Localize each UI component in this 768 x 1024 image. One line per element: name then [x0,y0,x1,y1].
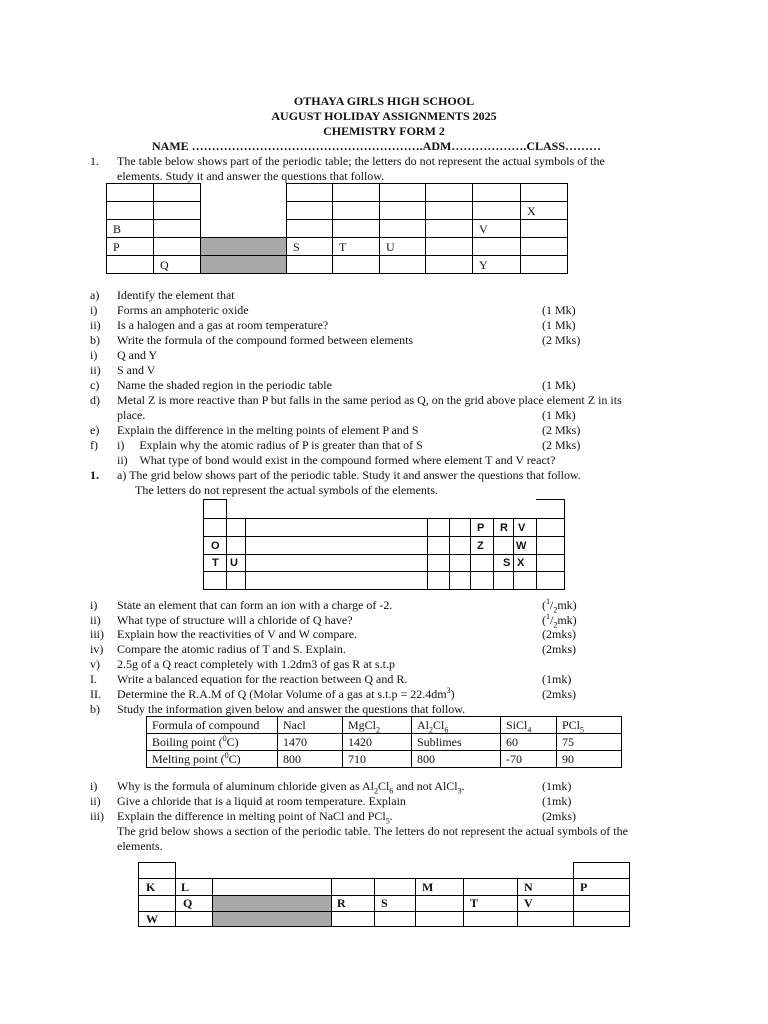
cell-s: S [381,896,388,910]
item-label: ii) [90,318,101,332]
table-cell: 60 [501,734,557,751]
item-text: Write the formula of the compound formed between elements [117,333,414,347]
item-label: ii) [90,794,101,808]
cell-x: X [517,557,525,569]
item-marks: (1mk) [542,779,572,793]
item-text: Why is the formula of aluminum chloride given as $Al_2Cl_6$ and not AlCl$_3$. [117,779,465,796]
cell-p: P [477,522,485,534]
cell-t: T [470,896,479,910]
item-label: i) [90,348,98,362]
item-label: d) [90,393,100,407]
item-text: Explain the difference in the melting points of element P and S [117,423,419,437]
item-text: Identify the element that [117,288,235,302]
item-label: I. [90,672,97,686]
item-text: Is a halogen and a gas at room temperature? [117,318,329,332]
item-text: Explain the difference in melting point of NaCl and PCl$_5$. [117,809,393,826]
cell-p: P [580,880,588,894]
table-cell: Melting point ($^0$C) [147,751,278,768]
cell-b: B [107,220,154,238]
q3-intro: The grid below shows a section of the periodic table. The letters do not represent the actual symbols of the [117,824,628,838]
table-cell: Boiling point ($^0$C) [147,734,278,751]
cell-m: M [422,880,434,894]
item-text: Write a balanced equation for the reaction between Q and R. [117,672,408,686]
item-label: i) [90,779,98,793]
cell-s: S [503,557,511,569]
item-text: Q and Y [117,348,158,362]
item-marks: $(^1/_2mk)$ [542,597,577,615]
q2-intro-cont: The letters do not represent the actual symbols of the elements. [135,483,438,497]
item-text: Explain how the reactivities of V and W compare. [117,627,358,641]
item-label: e) [90,423,100,437]
item-label: ii) [90,613,101,627]
item-marks: (1mk) [542,794,572,808]
item-label: i) [90,598,98,612]
cell-v: V [473,220,521,238]
cell-p: P [107,238,154,256]
item-text: Determine the R.A.M of Q (Molar Volume of a gas at $s.t.p = 22.4dm^3$) [117,686,455,701]
cell-u: U [380,238,426,256]
cell-y: Y [473,256,521,274]
item-marks: (1 Mk) [542,318,576,332]
item-label: II. [90,687,101,701]
table-cell: Nacl [278,717,343,734]
q2-intro: a) The grid below shows part of the periodic table. Study it and answer the questions that follow. [117,468,581,482]
q1-number: 1. [90,154,99,168]
item-label: i) [90,303,98,317]
item-text: Forms an amphoteric oxide [117,303,249,317]
table-cell: SiCl$_4$ [501,717,557,734]
item-marks: (2mks) [542,687,576,701]
cell-u: U [230,557,238,569]
item-marks: (1 Mk) [542,408,576,422]
cell-q: Q [154,256,201,274]
item-text: What type of structure will a chloride of Q have? [117,613,353,627]
table-cell: Formula of compound [147,717,278,734]
assignment-title: AUGUST HOLIDAY ASSIGNMENTS 2025 [271,109,497,123]
item-text: S and V [117,363,156,377]
q2-number: 1. [90,468,99,482]
table-cell: $Al_2Cl_6$ [412,717,501,734]
item-text: place. [117,408,146,422]
school-name: OTHAYA GIRLS HIGH SCHOOL [293,94,475,108]
table-cell: 800 [278,751,343,768]
cell-s: S [287,238,333,256]
item-text: Metal Z is more reactive than P but falls in the same period as Q, on the grid above place element Z in its [117,393,622,407]
item-marks: (2 Mks) [542,423,581,437]
item-marks: (1mk) [542,672,572,686]
item-label: v) [90,657,100,671]
item-label: b) [90,333,100,347]
item-label: f) [90,438,98,452]
item-text: Compare the atomic radius of T and S. Explain. [117,642,346,656]
cell-t: T [333,238,380,256]
item-marks: (2 Mks) [542,438,581,452]
cell-z: Z [477,540,484,552]
name-adm-class-line: NAME ………………………………………………….ADM……………….CLASS……… [152,139,602,153]
cell-r: R [337,896,346,910]
item-marks: $(^1/_2mk)$ [542,612,577,630]
item-label: c) [90,378,100,392]
item-marks: (1 Mk) [542,378,576,392]
table-cell: Sublimes [412,734,501,751]
item-label: iii) [90,627,104,641]
cell-o: O [211,540,220,552]
item-marks: (2mks) [542,642,576,656]
cell-w: W [146,912,158,926]
cell-q: Q [183,896,193,910]
item-text: ii) What type of bond would exist in the compound formed where element T and V react? [117,453,556,467]
item-text: Study the information given below and answer the questions that follow. [117,702,466,716]
cell-v: V [518,522,526,534]
table-cell: 710 [343,751,412,768]
item-text: State an element that can form an ion with a charge of -2. [117,598,393,612]
table-cell: PCl$_5$ [557,717,622,734]
cell-t: T [212,557,219,569]
item-label: b) [90,702,100,716]
table-cell: -70 [501,751,557,768]
item-label: a) [90,288,100,302]
subject-title: CHEMISTRY FORM 2 [323,124,445,138]
cell-r: R [500,522,508,534]
cell-v: V [524,896,533,910]
q1-intro: The table below shows part of the periodic table; the letters do not represent the actual symbols of the [117,154,605,168]
table-cell: 90 [557,751,622,768]
item-marks: (2 Mks) [542,333,581,347]
item-marks: (2mks) [542,809,576,823]
item-text: Name the shaded region in the periodic table [117,378,332,392]
item-text: 2.5g of a Q react completely with 1.2dm3 of gas R at s.t.p [117,657,395,671]
table-cell: MgCl$_2$ [343,717,412,734]
table-cell: 800 [412,751,501,768]
item-label: ii) [90,363,101,377]
q3-intro-cont: elements. [117,839,163,853]
cell-l: L [181,880,190,894]
q1-intro-cont: elements. Study it and answer the questions that follow. [117,169,385,183]
cell-k: K [146,880,156,894]
item-label: iv) [90,642,104,656]
table-cell: 75 [557,734,622,751]
item-text: Give a chloride that is a liquid at room temperature. Explain [117,794,406,808]
cell-w: W [516,540,527,552]
table-cell: 1420 [343,734,412,751]
item-label: iii) [90,809,104,823]
cell-x: X [521,202,568,220]
item-marks: (1 Mk) [542,303,576,317]
table-cell: 1470 [278,734,343,751]
cell-n: N [524,880,533,894]
item-text: i) Explain why the atomic radius of P is greater than that of S [117,438,423,452]
item-marks: (2mks) [542,627,576,641]
